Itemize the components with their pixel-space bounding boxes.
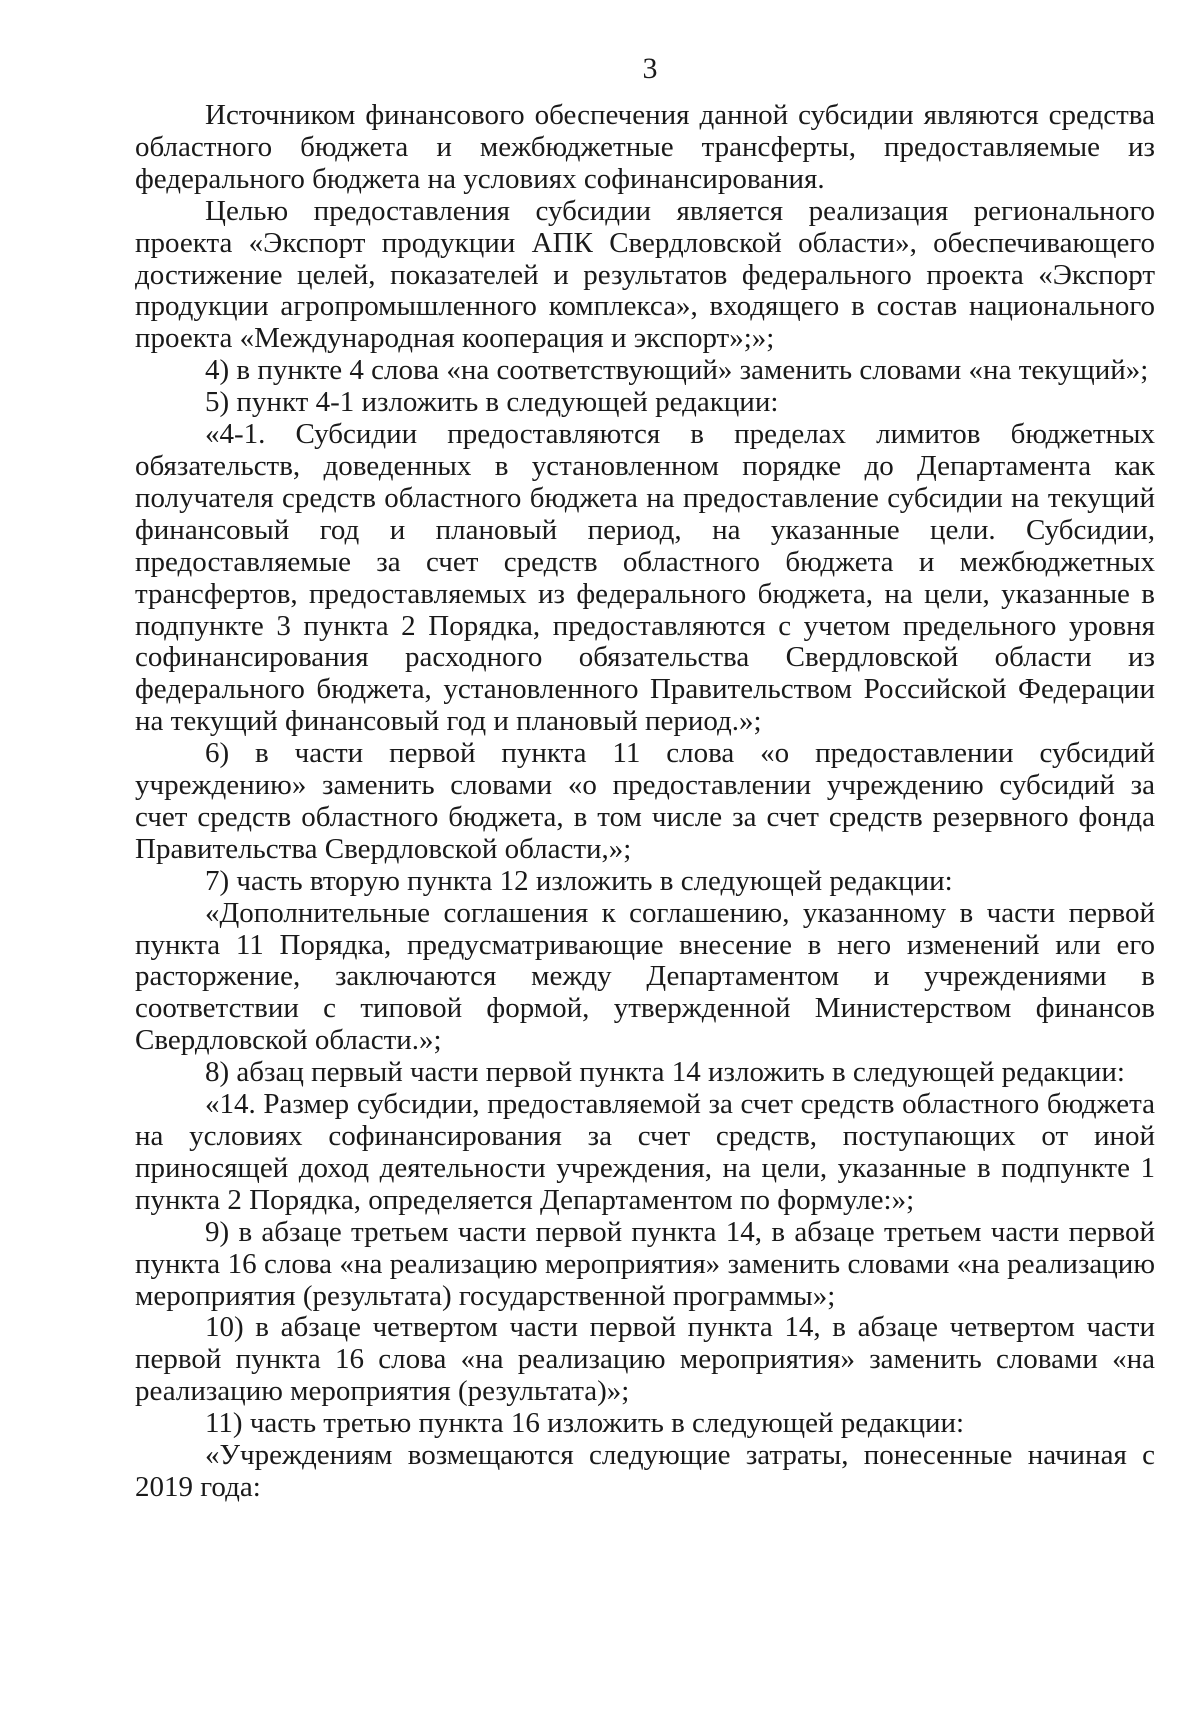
page-number: 3	[642, 52, 658, 85]
paragraph-amendment-7: 7) часть вторую пункта 12 изложить в следующей редакции:	[205, 864, 953, 897]
paragraph-amendment-8: 8) абзац первый части первой пункта 14 изложить в следующей редакции:	[205, 1056, 1125, 1089]
paragraph-clause-14-text: «14. Размер субсидии, предоставляемой за счет средств областного бюджета на условиях софинансирования за счет средств, поступающих от иной приносящей доход деятельности учреждения, на цели, указанные в подпункте 1 пункта 2 Порядка, определяется Департаментом по формуле:»;	[135, 1088, 1155, 1216]
paragraph-clause-16-text: «Учреждениям возмещаются следующие затраты, понесенные начиная с 2019 года:	[135, 1439, 1155, 1503]
paragraph-amendment-6: 6) в части первой пункта 11 слова «о предоставлении субсидий учреждению» заменить словами «о предоставлении учреждению субсидий за счет средств областного бюджета, в том числе за счет средств резервного фонда Правительства Свердловской области,»;	[135, 737, 1155, 865]
paragraph-amendment-11: 11) часть третью пункта 16 изложить в следующей редакции:	[205, 1407, 965, 1440]
paragraph-funding-source: Источником финансового обеспечения данной субсидии являются средства областного бюджета и межбюджетные трансферты, предоставляемые из федерального бюджета на условиях софинансирования.	[135, 99, 1155, 195]
paragraph-clause-4-1: «4-1. Субсидии предоставляются в пределах лимитов бюджетных обязательств, доведенных в установленном порядке до Департамента как получателя средств областного бюджета на предоставление субсидии на текущий финансовый год и плановый период, на указанные цели. Субсидии, предоставляемые за счет средств областного бюджета и межбюджетных трансфертов, предоставляемых из федерального бюджета, на цели, указанные в подпункте 3 пункта 2 Порядка, предоставляются с учетом предельного уровня софинансирования расходного обязательства Свердловской области из федерального бюджета, установленного Правительством Российской Федерации на текущий финансовый год и плановый период.»;	[135, 418, 1155, 738]
paragraph-amendment-5: 5) пункт 4-1 изложить в следующей редакции:	[205, 386, 779, 419]
document-body	[135, 100, 1155, 1504]
paragraph-clause-12-text: «Дополнительные соглашения к соглашению, указанному в части первой пункта 11 Порядка, предусматривающие внесение в него изменений или его расторжение, заключаются между Департаментом и учреждениями в соответствии с типовой формой, утвержденной Министерством финансов Свердловской области.»;	[135, 896, 1155, 1057]
paragraph-amendment-4: 4) в пункте 4 слова «на соответствующий» заменить словами «на текущий»;	[205, 354, 1149, 387]
paragraph-amendment-9: 9) в абзаце третьем части первой пункта 14, в абзаце третьем части первой пункта 16 слова «на реализацию мероприятия» заменить словами «на реализацию мероприятия (результата) государственной программы»;	[135, 1215, 1155, 1312]
paragraph-subsidy-goal: Целью предоставления субсидии является реализация регионального проекта «Экспорт продукции АПК Свердловской области», обеспечивающего достижение целей, показателей и результатов федерального проекта «Экспорт продукции агропромышленного комплекса», входящего в состав национального проекта «Международная кооперация и экспорт»;»;	[135, 194, 1155, 355]
paragraph-amendment-10: 10) в абзаце четвертом части первой пункта 14, в абзаце четвертом части первой пункта 16 слова «на реализацию мероприятия» заменить словами «на реализацию мероприятия (результата)»;	[135, 1311, 1155, 1408]
